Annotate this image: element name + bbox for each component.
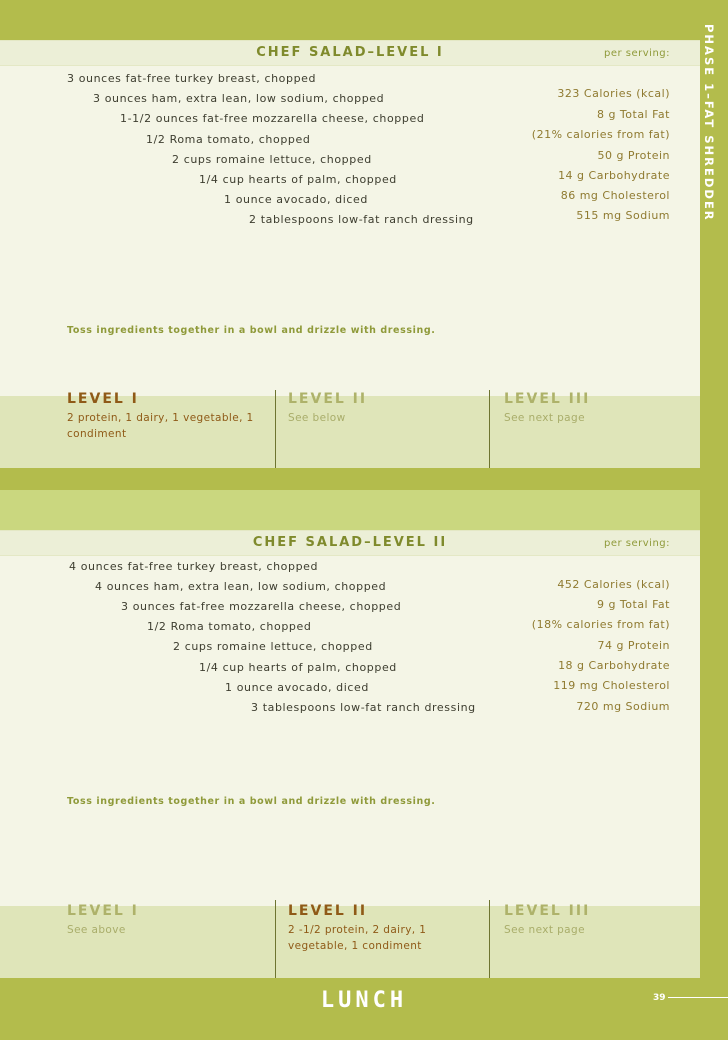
phase-side-tab: PHASE 1–FAT SHREDDER (702, 24, 716, 222)
recipe-title: CHEF SALAD–LEVEL I (256, 45, 444, 60)
nutrition-line: 515 mg Sodium (576, 209, 670, 222)
level-description: See below (288, 412, 346, 424)
level-1-block (67, 903, 282, 938)
section-logo: LUNCH (320, 988, 408, 1013)
ingredient-line: 1 ounce avocado, diced (225, 681, 369, 694)
level-1-block (67, 391, 282, 442)
recipe-title-bar (0, 40, 700, 66)
level-2-block (288, 391, 503, 426)
nutrition-line: 720 mg Sodium (576, 700, 670, 713)
panel-header-band (0, 490, 700, 530)
ingredient-line: 1/2 Roma tomato, chopped (146, 133, 311, 146)
level-description: 2 protein, 1 dairy, 1 vegetable, 1 condiment (67, 412, 254, 440)
nutrition-line: (21% calories from fat) (531, 128, 670, 141)
level-description: See above (67, 924, 126, 936)
footer-rule (668, 997, 728, 998)
ingredient-line: 1/2 Roma tomato, chopped (147, 620, 312, 633)
nutrition-line: 14 g Carbohydrate (558, 169, 670, 182)
ingredient-line: 2 cups romaine lettuce, chopped (173, 640, 373, 653)
ingredient-line: 2 tablespoons low-fat ranch dressing (249, 213, 474, 226)
nutrition-line: 323 Calories (kcal) (557, 87, 670, 100)
nutrition-line: 9 g Total Fat (596, 598, 670, 611)
nutrition-line: 119 mg Cholesterol (553, 679, 670, 692)
ingredient-line: 3 ounces fat-free turkey breast, chopped (67, 72, 317, 85)
ingredient-line: 3 ounces ham, extra lean, low sodium, chopped (93, 92, 385, 105)
instructions: Toss ingredients together in a bowl and drizzle with dressing. (67, 325, 436, 336)
level-description: See next page (504, 412, 585, 424)
ingredient-line: 4 ounces ham, extra lean, low sodium, chopped (95, 580, 387, 593)
nutrition-line: 50 g Protein (597, 149, 670, 162)
recipe-panel-2 (0, 490, 700, 978)
per-serving-label: per serving: (603, 538, 670, 549)
ingredient-line: 1 ounce avocado, diced (224, 193, 368, 206)
level-name: LEVEL II (288, 391, 368, 407)
ingredient-line: 3 ounces fat-free mozzarella cheese, chopped (121, 600, 402, 613)
ingredient-line: 1/4 cup hearts of palm, chopped (199, 661, 397, 674)
level-2-block (288, 903, 503, 954)
nutrition-line: 18 g Carbohydrate (558, 659, 670, 672)
level-3-block (504, 391, 719, 426)
level-name: LEVEL III (504, 391, 591, 407)
ingredient-line: 1-1/2 ounces fat-free mozzarella cheese, chopped (120, 112, 425, 125)
level-name: LEVEL III (504, 903, 591, 919)
level-name: LEVEL I (67, 391, 139, 407)
ingredient-line: 1/4 cup hearts of palm, chopped (199, 173, 397, 186)
nutrition-line: 452 Calories (kcal) (557, 578, 670, 591)
level-name: LEVEL II (288, 903, 368, 919)
nutrition-line: 74 g Protein (597, 639, 670, 652)
ingredient-line: 4 ounces fat-free turkey breast, chopped (69, 560, 319, 573)
level-name: LEVEL I (67, 903, 139, 919)
level-description: See next page (504, 924, 585, 936)
ingredient-line: 2 cups romaine lettuce, chopped (172, 153, 372, 166)
recipe-title: CHEF SALAD–LEVEL II (252, 535, 448, 550)
ingredient-line: 3 tablespoons low-fat ranch dressing (251, 701, 476, 714)
nutrition-line: 8 g Total Fat (596, 108, 670, 121)
per-serving-label: per serving: (603, 48, 670, 59)
instructions: Toss ingredients together in a bowl and drizzle with dressing. (67, 796, 436, 807)
level-3-block (504, 903, 719, 938)
level-description: 2 -1/2 protein, 2 dairy, 1 vegetable, 1 condiment (288, 924, 427, 952)
nutrition-line: (18% calories from fat) (531, 618, 670, 631)
nutrition-line: 86 mg Cholesterol (560, 189, 670, 202)
page-number: 39 (653, 993, 666, 1003)
recipe-panel-1 (0, 40, 700, 468)
recipe-title-bar (0, 530, 700, 556)
